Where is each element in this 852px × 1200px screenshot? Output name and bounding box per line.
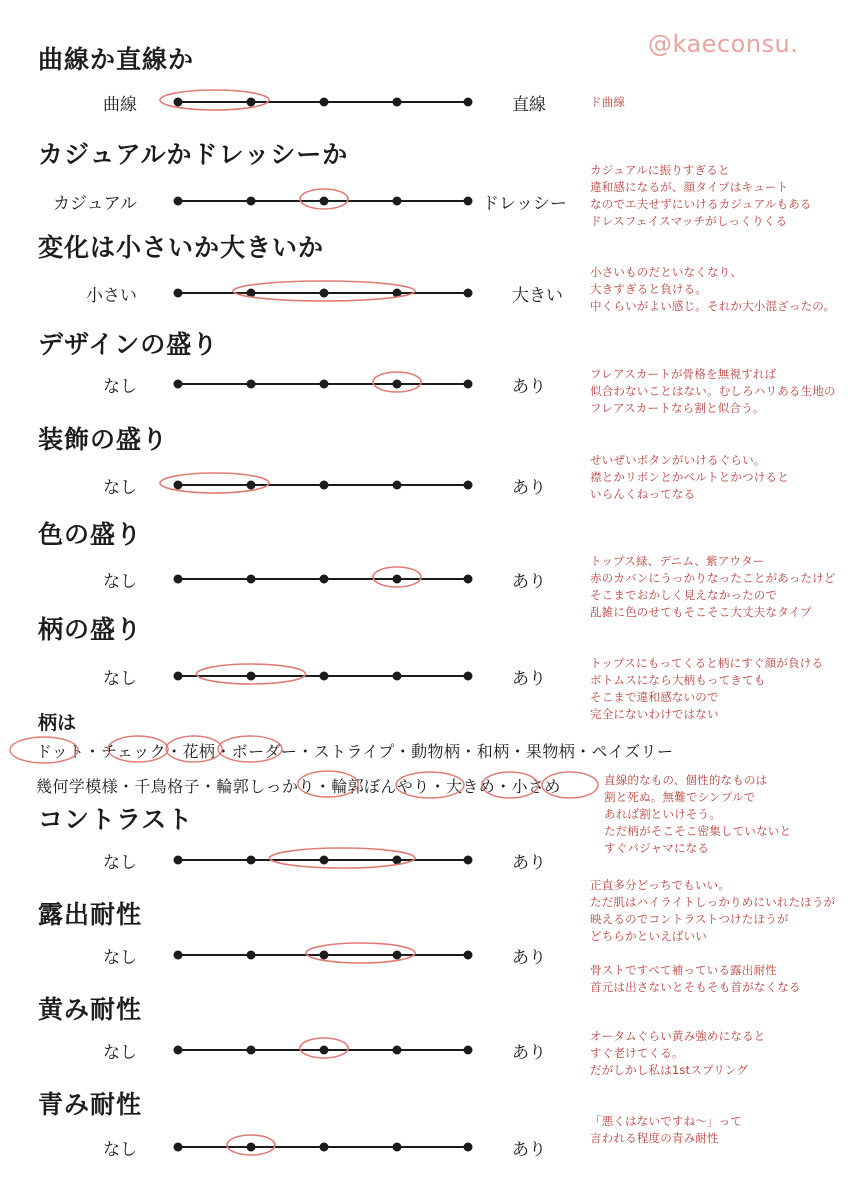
scale-left-label: カジュアル [53,194,137,214]
note-line: 似合わないことはない。むしろハリある生地の [590,384,836,398]
note-line: そこまでおかしく見えなかったので [590,588,778,602]
section-note [590,553,836,621]
section-note [590,655,823,723]
section-title: 露出耐性 [38,900,143,929]
scale-dot [320,856,329,865]
scale-dot [393,380,402,389]
section-note [590,162,812,230]
note-line: 直線的なもの、個性的なものは [604,773,768,787]
section-note [590,877,835,945]
scale-dot [174,672,183,681]
section-title: 曲線か直線か [38,45,195,74]
rating-mark [373,372,421,392]
scale-dot [174,1143,183,1152]
rating-mark [300,189,348,209]
scale-dot [393,856,402,865]
scale-dot [393,951,402,960]
note-line: 「悪くはないですね〜」って [590,1114,743,1128]
scale-dot [393,481,402,490]
scale-dot [464,289,473,298]
scale-dot [320,951,329,960]
scale-dot [320,672,329,681]
scale-left-label: なし [103,1140,137,1160]
section-title: デザインの盛り [38,330,219,359]
section-note [590,366,836,417]
scale-dot [320,481,329,490]
scale-left-label: なし [103,948,137,968]
scale-dot [247,1046,256,1055]
scale-dot [320,289,329,298]
rating-mark [373,567,421,587]
scale-dot [393,1143,402,1152]
section-title: 装飾の盛り [38,425,169,454]
scale-left-label: なし [103,853,137,873]
scale-dot [464,197,473,206]
scale-left-label: なし [103,377,137,397]
scale-dot [393,1046,402,1055]
scale-dot [320,197,329,206]
note-line: 大きすぎると負ける。 [590,282,707,296]
note-line: 中くらいがよい感じ。それか大小混ざったの。 [590,299,836,313]
scale-dot [174,289,183,298]
scale-dot [174,951,183,960]
scale-left-label: なし [103,478,137,498]
note-line: 映えるのでコントラストつけたほうが [590,912,789,926]
scale-right-label: ドレッシー [482,194,567,214]
section-note [590,264,835,315]
note-line: フレアスカートなら割と似合う。 [590,401,765,415]
scale-right-label: あり [512,948,546,968]
scale-dot [320,1143,329,1152]
note-line: ただ肌はハイライトしっかりめにいれたほうが [590,895,836,909]
scale-left-label: 小さい [86,286,137,306]
pattern-list-row-2: 幾何学模様・千鳥格子・輪郭しっかり・輪郭ぼんやり・大きめ・小さめ [36,777,561,796]
note-line: ド曲線 [590,95,626,109]
author-handle: @kaeconsu. [648,30,799,58]
scale-dot [464,575,473,584]
scale-dot [174,856,183,865]
rating-mark [160,90,269,110]
section-title: コントラスト [38,805,194,834]
pattern-list-row-1: ドット・チェック・花柄・ボーダー・ストライプ・動物柄・和柄・果物柄・ペイズリー [36,742,674,761]
section-title: 青み耐性 [38,1090,143,1119]
scale-right-label: 直線 [512,95,546,115]
note-line: だがしかし私は1stスプリング [590,1063,749,1077]
section-title: 色の盛り [38,520,143,549]
scale-dot [174,98,183,107]
scale-dot [247,575,256,584]
scale-dot [464,98,473,107]
section-title: 変化は小さいか大きいか [38,233,325,262]
note-line: トップスにもってくると柄にすぐ顔が負ける [590,656,824,670]
note-line: ドレスフェイスマッチがしっくりくる [590,214,788,228]
scale-right-label: 大きい [512,286,563,306]
note-line: すぐパジャマになる [604,841,710,855]
rating-mark [160,473,269,493]
note-line: 割と死ぬ。無難でシンプルで [604,790,756,804]
pattern-note [604,772,791,857]
scale-dot [393,197,402,206]
scale-right-label: あり [512,377,546,397]
note-line: 乱雑に色のせてもそこそこ大丈夫なタイプ [590,605,812,619]
note-line: 言われる程度の青み耐性 [590,1131,719,1145]
scale-left-label: なし [103,572,137,592]
scale-left-label: なし [103,669,137,689]
note-line: 首元は出さないとそもそも首がなくなる [590,980,801,994]
note-line: ボトムスになら大柄もってきても [590,673,766,687]
scale-dot [464,951,473,960]
scale-left-label: なし [103,1043,137,1063]
scale-dot [320,1046,329,1055]
note-line: せいぜいボタンがいけるぐらい。 [590,453,766,467]
scale-dot [247,672,256,681]
rating-mark [197,664,306,684]
note-line: すぐ老けてくる。 [590,1046,684,1060]
note-line: ただ柄がそこそこ密集していないと [604,824,792,838]
note-line: 完全にないわけではない [590,707,719,721]
note-line: なのでエ夫せずにいけるカジュアルもある [590,197,812,211]
scale-dot [174,1046,183,1055]
note-line: トップス緑、デニム、紫アウター [590,554,765,568]
note-line: 違和感になるが、顔タイプはキュート [590,180,789,194]
rating-mark [270,848,416,868]
scale-dot [464,380,473,389]
scale-dot [464,856,473,865]
section-note [590,452,789,503]
note-line: 小さいものだといなくなり、 [590,265,743,279]
note-line: 正直多分どっちでもいい。 [590,878,731,892]
section-note [590,94,625,111]
section-title: カジュアルかドレッシーか [38,140,349,169]
note-line: そこまで違和感ないので [590,690,719,704]
scale-right-label: あり [512,1043,546,1063]
note-line: フレアスカートが骨格を無視すれば [590,367,777,381]
rating-mark [300,1038,348,1058]
scale-dot [247,951,256,960]
scale-dot [247,1143,256,1152]
note-line: どちらかといえばいい [590,929,707,943]
note-line: 骨ストですべて補っている露出耐性 [590,963,777,977]
rating-mark [233,281,415,301]
scale-dot [464,481,473,490]
note-line: 赤のカバンにうっかりなったことがあったけど [590,571,836,585]
pattern-heading: 柄は [38,712,77,734]
note-line: あれば割といけそう。 [604,807,721,821]
scale-dot [247,289,256,298]
scale-dot [247,98,256,107]
scale-dot [174,481,183,490]
section-note [590,1028,766,1079]
note-line: カジュアルに振りすぎると [590,163,730,177]
scale-dot [174,380,183,389]
scale-dot [393,289,402,298]
rating-mark [227,1135,275,1155]
scale-dot [464,672,473,681]
rating-mark [306,943,415,963]
scale-dot [393,672,402,681]
scale-dot [393,575,402,584]
section-title: 黄み耐性 [38,995,143,1024]
scale-dot [247,481,256,490]
section-note [590,1113,742,1147]
scale-dot [320,98,329,107]
scale-dot [174,197,183,206]
scale-dot [247,380,256,389]
scale-dot [464,1046,473,1055]
scale-right-label: あり [512,1140,546,1160]
scale-dot [247,856,256,865]
scale-right-label: あり [512,572,546,592]
scale-dot [320,380,329,389]
section-note [590,962,801,996]
scale-dot [393,98,402,107]
note-line: オータムぐらい黄み強めになると [590,1029,766,1043]
scale-right-label: あり [512,853,546,873]
section-title: 柄の盛り [38,615,143,644]
scale-dot [247,197,256,206]
scale-right-label: あり [512,478,546,498]
scale-right-label: あり [512,669,546,689]
scale-left-label: 曲線 [103,95,137,115]
scale-dot [464,1143,473,1152]
scale-dot [174,575,183,584]
scale-dot [320,575,329,584]
note-line: いらんくねってなる [590,487,696,501]
note-line: 襟とかリボンとかベルトとかつけると [590,470,789,484]
